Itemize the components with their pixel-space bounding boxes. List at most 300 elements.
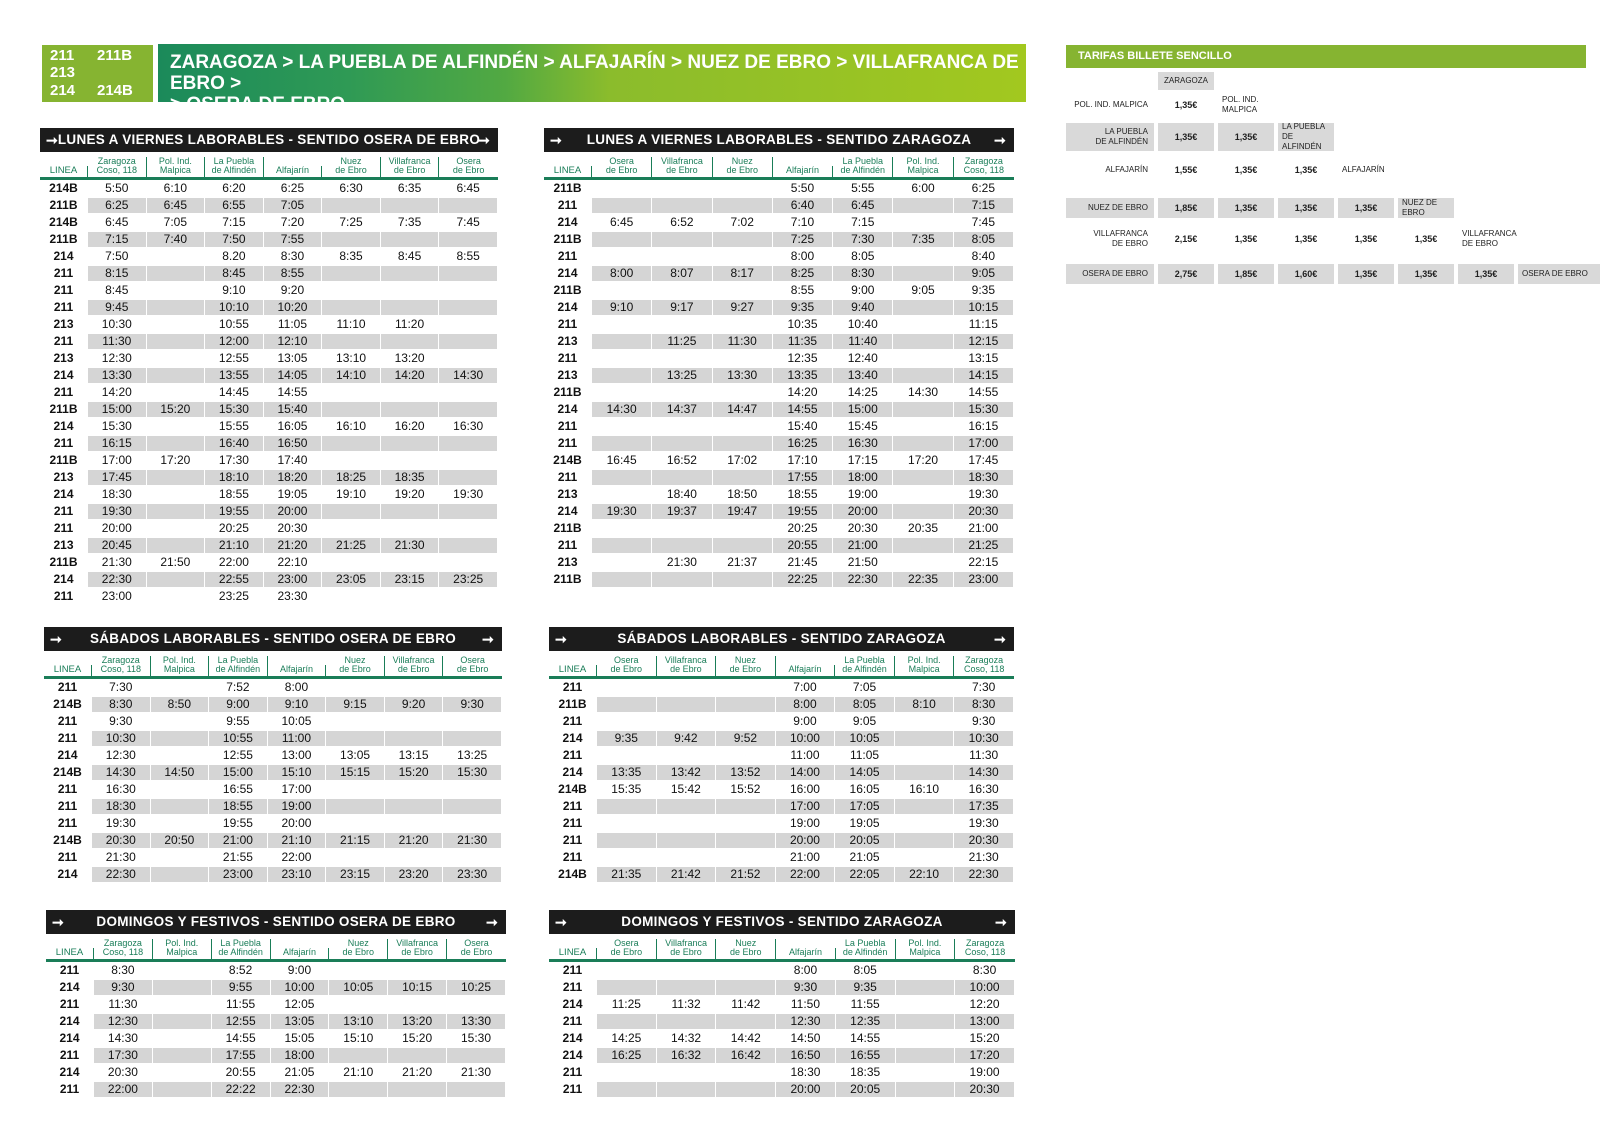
table-row [549,730,1014,747]
time-cell: 13:35 [597,765,656,780]
time-cell: 16:55 [836,1048,895,1063]
time-cell: 21:35 [597,867,656,882]
time-cell: 7:25 [339,215,363,229]
fare-diagonal-label: ALFAJARÍN [1342,165,1385,174]
fare-row-label: NUEZ DE EBRO [1066,198,1154,218]
time-cell [147,283,205,298]
table-row [549,781,1014,798]
table-header [549,651,1014,679]
time-cell: 9:35 [597,731,656,746]
time-cell: 15:20 [147,402,205,417]
table-row [544,299,1014,316]
time-cell: 6:52 [670,215,694,229]
time-cell [713,385,772,400]
time-cell: 13:52 [716,765,775,780]
column-header: Pol. Ind. Malpica [147,157,206,177]
time-cell [381,453,439,468]
time-cell: 18:55 [209,799,267,814]
time-cell [895,714,954,729]
line-cell: 214 [557,300,578,314]
time-cell [439,555,497,570]
time-cell [147,504,205,519]
table-row [544,469,1014,486]
time-cell: 21:20 [385,833,443,848]
line-cell: 211 [562,680,583,694]
time-cell: 21:00 [209,833,267,848]
table-row [40,180,498,197]
time-cell: 13:05 [340,748,371,762]
time-cell [597,816,656,831]
line-cell: 211 [53,300,74,314]
time-cell: 9:35 [836,980,895,995]
time-cell: 18:30 [954,470,1013,485]
time-cell: 20:30 [847,521,878,535]
time-cell [592,487,651,502]
time-cell: 13:35 [773,368,832,383]
line-cell: 211 [53,283,74,297]
time-cell [322,453,380,468]
time-cell: 16:30 [453,419,484,433]
time-cell [716,799,775,814]
time-cell: 10:10 [205,300,263,315]
time-cell: 8:00 [790,249,815,263]
time-cell: 14:55 [277,385,308,399]
time-cell: 8:30 [954,697,1013,712]
time-cell [326,816,384,831]
table-row [549,832,1014,849]
line-cell: 211B [553,232,582,246]
time-cell [381,300,439,315]
time-cell: 12:35 [787,351,818,365]
time-cell: 23:00 [954,572,1013,587]
time-cell [652,436,711,451]
time-cell: 21:45 [787,555,818,569]
time-cell: 16:50 [264,436,322,451]
time-cell: 15:40 [787,419,818,433]
time-cell: 8:15 [88,266,146,281]
time-cell: 23:05 [322,572,380,587]
line-cell: 211 [53,504,74,518]
table-row [44,764,502,781]
time-cell [713,572,772,587]
time-cell: 6:45 [147,198,205,213]
fare-price: 1,35€ [1218,123,1274,151]
time-cell [147,351,205,366]
fare-price: 1,85€ [1158,198,1214,218]
time-cell: 21:00 [833,538,892,553]
time-cell [895,765,954,780]
time-cell [592,283,651,298]
time-cell: 16:25 [773,436,832,451]
time-cell: 22:10 [895,867,954,882]
time-cell [447,997,505,1012]
time-cell [385,850,443,865]
column-header: Villafranca de Ebro [657,656,717,676]
line-cell: 211 [557,538,578,552]
time-cell [381,334,439,349]
line-cell: 211 [562,748,583,762]
time-cell: 22:30 [88,572,146,587]
time-cell: 14:15 [954,368,1013,383]
time-cell [322,283,380,298]
time-cell: 14:45 [218,385,249,399]
time-cell [895,748,954,763]
time-cell: 15:05 [284,1031,315,1045]
line-cell: 211 [59,1082,80,1096]
fare-price: 1,35€ [1354,234,1378,244]
time-cell: 8:55 [456,249,480,263]
time-cell [657,799,716,814]
line-cell: 214B [558,867,587,881]
table-row [544,486,1014,503]
time-cell: 6:45 [456,181,480,195]
time-cell [597,963,656,978]
time-cell: 14:42 [730,1031,761,1045]
time-cell: 15:15 [326,765,384,780]
time-cell: 17:40 [277,453,308,467]
time-cell [147,266,205,281]
table-row [40,282,498,299]
time-cell: 18:25 [322,470,380,485]
column-header: Nuez de Ebro [716,656,776,676]
fare-price: 1,35€ [1338,264,1394,284]
column-header: Alfajarín [268,665,327,676]
time-cell: 23:20 [385,867,443,882]
table-row [549,849,1014,866]
time-cell: 7:20 [280,215,305,229]
time-cell [326,680,384,695]
time-cell: 7:25 [773,232,832,247]
time-cell [439,351,497,366]
time-cell [147,470,205,485]
column-header: Alfajarín [776,665,836,676]
time-cell [597,799,656,814]
line-cell: 213 [53,317,74,331]
time-cell: 12:35 [836,1014,895,1029]
column-header: Osera de Ebro [460,939,493,957]
time-cell [153,1031,211,1046]
time-cell: 22:30 [833,572,892,587]
time-cell: 12:30 [101,351,132,365]
time-cell: 22:30 [92,867,150,882]
time-cell [716,748,775,763]
time-cell: 13:05 [271,1014,329,1029]
table-row [544,520,1014,537]
time-cell: 19:30 [105,816,136,830]
line-cell: 211 [557,470,578,484]
time-cell: 10:20 [264,300,322,315]
time-cell: 20:35 [908,521,939,535]
table-row [544,537,1014,554]
time-cell: 8:55 [790,283,815,297]
arrow-right-icon: ➞ [50,631,63,647]
table-row [549,696,1014,713]
line-cell: 214 [562,997,583,1011]
time-cell: 18:00 [833,470,892,485]
time-cell: 6:45 [609,215,634,229]
table-title: DOMINGOS Y FESTIVOS - SENTIDO OSERA DE EBRO [96,914,456,929]
fare-price: 1,60€ [1278,264,1334,284]
time-cell: 23:00 [209,867,267,882]
table-row [544,571,1014,588]
time-cell: 10:55 [209,731,267,746]
time-cell [153,997,211,1012]
line-cell: 214 [53,368,74,382]
time-cell: 18:30 [101,487,132,501]
time-cell: 6:00 [911,181,935,195]
time-cell: 8:17 [713,266,772,281]
time-cell: 12:00 [205,334,263,349]
table-row [549,815,1014,832]
time-cell: 20:30 [107,1065,138,1079]
time-cell [381,385,439,400]
time-cell: 17:05 [835,799,894,814]
time-cell: 6:30 [339,181,363,195]
column-header: LÍNEA [549,948,597,959]
time-cell [388,1082,446,1097]
time-cell [147,300,205,315]
line-211b: 211B [97,47,133,64]
time-cell [657,963,716,978]
table-title: SÁBADOS LABORABLES - SENTIDO OSERA DE EBRO [89,631,457,646]
time-cell [443,714,501,729]
time-cell: 17:20 [955,1048,1014,1063]
table-row [40,384,498,401]
time-cell [657,697,716,712]
time-cell [896,997,955,1012]
table-row [544,231,1014,248]
time-cell [652,470,711,485]
time-cell [151,867,209,882]
time-cell: 10:40 [847,317,878,331]
time-cell [381,198,439,213]
time-cell: 9:30 [443,697,501,712]
time-cell: 9:35 [773,300,832,315]
time-cell: 9:05 [911,283,935,297]
time-cell: 22:30 [954,867,1013,882]
time-cell: 13:30 [713,368,772,383]
time-cell [652,181,711,196]
column-header: Pol. Ind. Malpica [895,656,955,676]
time-cell [439,538,497,553]
time-cell: 19:00 [847,487,878,501]
arrow-right-icon: ➞ [481,631,494,647]
table-row [549,996,1015,1013]
table-header [544,152,1014,180]
time-cell [597,714,656,729]
fare-price: 1,55€ [1174,165,1198,175]
time-cell [716,1014,775,1029]
time-cell: 15:00 [88,402,146,417]
time-cell [597,980,656,995]
time-cell: 17:20 [160,453,191,467]
time-cell: 7:52 [226,680,250,694]
time-cell: 8:40 [971,249,995,263]
table-row [544,265,1014,282]
time-cell: 9:00 [287,963,312,977]
time-cell: 16:25 [597,1048,656,1063]
table-row [544,503,1014,520]
table-row [544,401,1014,418]
column-header: LÍNEA [544,166,592,177]
time-cell [153,1082,211,1097]
table-row [544,282,1014,299]
table-row [549,1064,1015,1081]
time-cell [716,1082,775,1097]
time-cell [151,816,209,831]
time-cell: 9:10 [592,300,651,315]
line-cell: 211 [57,731,78,745]
time-cell [443,731,501,746]
time-cell [657,748,716,763]
time-cell: 21:20 [402,1065,433,1079]
time-cell: 9:05 [954,266,1013,281]
time-cell: 15:10 [268,765,326,780]
time-cell: 8:00 [592,266,651,281]
time-cell: 19:30 [592,504,651,519]
table-row [46,1064,506,1081]
table-row [549,713,1014,730]
time-cell: 19:00 [789,816,820,830]
table-row [544,435,1014,452]
table-title-bar [40,128,498,152]
time-cell [439,589,497,604]
fare-row-label: VILLAFRANCA DE EBRO [1093,229,1148,248]
line-cell: 214 [59,1014,80,1028]
time-cell: 16:15 [968,419,999,433]
time-cell: 7:05 [264,198,322,213]
table-row [549,764,1014,781]
time-cell: 21:05 [849,850,880,864]
time-cell: 20:30 [955,1082,1014,1097]
time-cell [896,1082,955,1097]
time-cell [893,334,952,349]
time-cell: 12:55 [212,1014,270,1029]
time-cell [713,181,772,196]
time-cell: 14:55 [225,1031,256,1045]
time-cell [657,714,716,729]
route-title [158,44,1026,115]
time-cell: 9:42 [657,731,716,746]
line-cell: 213 [557,334,578,348]
time-cell: 7:30 [971,680,996,694]
time-cell: 9:55 [212,980,270,995]
time-cell: 15:55 [218,419,249,433]
time-cell: 9:30 [109,714,133,728]
time-cell: 14:30 [954,765,1013,780]
time-cell [381,504,439,519]
table-row [544,248,1014,265]
line-cell: 211B [553,572,582,586]
time-cell [716,850,775,865]
time-cell: 8:55 [264,266,322,281]
table-saturdays-to-osera [44,627,502,883]
fare-price: 2,75€ [1158,264,1214,284]
time-cell: 23:00 [264,572,322,587]
time-cell: 23:25 [218,589,249,603]
line-cell: 214 [562,1031,583,1045]
time-cell: 20:00 [776,833,835,848]
time-cell: 9:52 [716,731,775,746]
line-cell: 211B [553,181,582,195]
line-cell: 214 [59,1031,80,1045]
arrow-right-icon: ➞ [994,914,1007,930]
column-header: Villafranca de Ebro [381,157,440,177]
time-cell: 16:32 [657,1048,716,1063]
time-cell [147,487,205,502]
table-row [40,214,498,231]
time-cell [385,731,443,746]
time-cell [388,963,446,978]
column-header: Alfajarín [776,948,836,959]
time-cell [322,555,380,570]
fare-price: 1,35€ [1234,234,1258,244]
time-cell [385,680,443,695]
time-cell: 6:25 [88,198,146,213]
table-row [40,401,498,418]
time-cell [713,317,772,332]
time-cell: 9:20 [385,697,443,712]
table-row [40,469,498,486]
line-cell: 214 [562,731,583,745]
time-cell: 8:05 [835,697,894,712]
time-cell [381,521,439,536]
time-cell [147,249,205,264]
table-header [46,934,506,962]
time-cell: 19:55 [205,504,263,519]
time-cell [322,589,380,604]
table-row [544,350,1014,367]
time-cell: 10:05 [835,731,894,746]
time-cell: 14:37 [652,402,711,417]
table-row [40,520,498,537]
time-cell [443,782,501,797]
table-row [549,962,1015,979]
time-cell: 20:30 [954,504,1013,519]
time-cell: 19:47 [713,504,772,519]
time-cell [592,419,651,434]
time-cell: 13:25 [652,368,711,383]
time-cell: 8:50 [151,697,209,712]
line-214: 214 [50,82,76,99]
time-cell: 5:50 [790,181,815,195]
time-cell: 7:55 [264,232,322,247]
time-cell: 21:55 [222,850,253,864]
time-cell [147,334,205,349]
time-cell [388,997,446,1012]
time-cell: 15:40 [264,402,322,417]
time-cell [322,232,380,247]
time-cell: 8:00 [776,697,835,712]
time-cell [893,538,952,553]
time-cell [439,198,497,213]
time-cell: 9:20 [280,283,305,297]
column-header: Pol. Ind. Malpica [153,939,212,959]
time-cell: 22:15 [968,555,999,569]
column-header: Osera de Ebro [452,157,485,175]
column-header: La Puebla de Alfindén [835,656,895,676]
time-cell: 15:30 [101,419,132,433]
fare-row-label: OSERA DE EBRO [1066,264,1154,284]
time-cell: 13:30 [88,368,146,383]
time-cell [592,470,651,485]
time-cell: 20:30 [954,833,1013,848]
column-header: Nuez de Ebro [716,939,776,959]
time-cell [381,232,439,247]
table-header [44,651,502,679]
time-cell [893,368,952,383]
time-cell: 23:00 [101,589,132,603]
